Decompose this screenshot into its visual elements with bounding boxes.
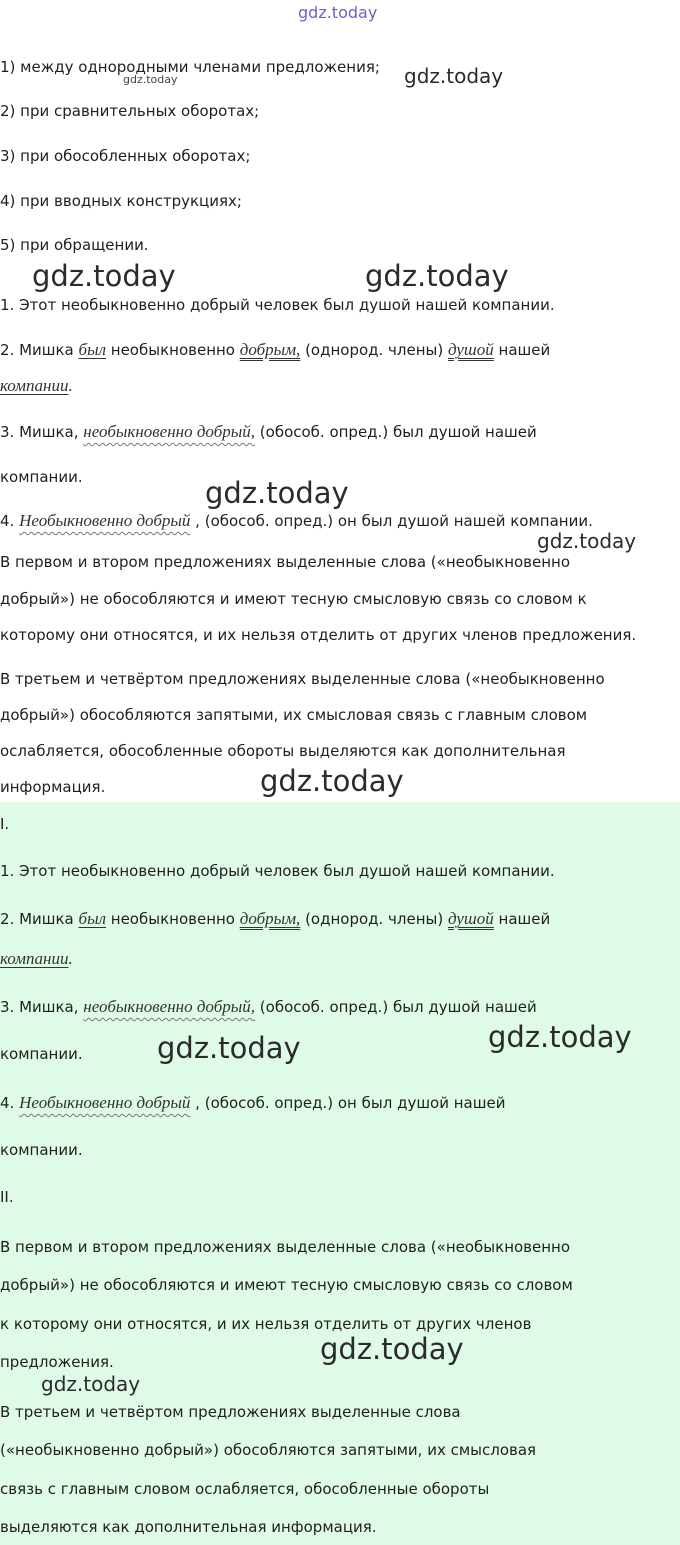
answer-sentence-1: 1. Этот необыкновенно добрый человек был душой нашей компании.	[0, 862, 555, 880]
watermark: gdz.today	[32, 259, 176, 293]
participial-phrase: необыкновенно добрый,	[83, 997, 256, 1016]
participial-phrase: необыкновенно добрый,	[83, 422, 256, 441]
text-fragment: необыкновенно	[106, 341, 240, 359]
watermark: gdz.today	[260, 764, 404, 798]
paragraph-line: В первом и втором предложениях выделенные слова («необыкновенно	[0, 1238, 571, 1256]
predicate-word: добрым,	[239, 340, 301, 359]
complement-word: компании	[0, 949, 69, 968]
rule-item: 3) при обособленных оборотах;	[0, 147, 251, 165]
sentence-number: 4.	[0, 1094, 20, 1112]
punctuation: .	[68, 376, 73, 395]
sentence-number: 2. Мишка	[0, 910, 79, 928]
paragraph-line: связь с главным словом ослабляется, обособленные обороты	[0, 1480, 490, 1498]
watermark: gdz.today	[488, 1020, 632, 1054]
text-fragment: , (обособ. опред.) он был душой нашей	[190, 1094, 506, 1112]
watermark: gdz.today	[404, 64, 504, 88]
text-fragment: (обособ. опред.) был душой нашей	[255, 998, 537, 1016]
section-number-2: II.	[0, 1188, 14, 1206]
paragraph-line: выделяются как дополнительная информация.	[0, 1518, 377, 1536]
text-fragment: (однород. члены)	[300, 910, 449, 928]
text-fragment: , (обособ. опред.) он был душой нашей компании.	[190, 512, 593, 530]
paragraph-line: добрый») не обособляются и имеют тесную смысловую связь со словом к	[0, 590, 587, 608]
predicate-word: душой	[448, 909, 494, 928]
watermark: gdz.today	[365, 259, 509, 293]
sentence-number: 4.	[0, 512, 20, 530]
paragraph-line: В третьем и четвёртом предложениях выделенные слова	[0, 1403, 461, 1421]
paragraph-line: предложения.	[0, 1353, 114, 1371]
watermark: gdz.today	[157, 1031, 301, 1065]
text-fragment: нашей	[493, 910, 551, 928]
watermark: gdz.today	[537, 529, 637, 553]
answer-sentence-2-cont	[0, 949, 73, 969]
sentence-4	[0, 511, 593, 531]
sentence-number: 2. Мишка	[0, 341, 79, 359]
sentence-2-cont	[0, 376, 73, 396]
punctuation: .	[68, 949, 73, 968]
paragraph-line: к которому они относятся, и их нельзя отделить от других членов	[0, 1315, 532, 1333]
paragraph-line: добрый») не обособляются и имеют тесную смысловую связь со словом	[0, 1276, 573, 1294]
watermark: gdz.today	[320, 1332, 464, 1366]
sentence-1: 1. Этот необыкновенно добрый человек был душой нашей компании.	[0, 296, 555, 314]
paragraph-line: добрый») обособляются запятыми, их смысловая связь с главным словом	[0, 706, 588, 724]
paragraph-line: ослабляется, обособленные обороты выделяются как дополнительная	[0, 742, 566, 760]
watermark: gdz.today	[41, 1372, 141, 1396]
answer-sentence-4	[0, 1093, 505, 1113]
predicate-word: был	[78, 909, 106, 928]
answer-sentence-2	[0, 909, 550, 929]
sentence-3	[0, 422, 537, 442]
participial-phrase: Необыкновенно добрый	[19, 511, 191, 530]
complement-word: компании	[0, 376, 69, 395]
paragraph-line: («необыкновенно добрый») обособляются запятыми, их смысловая	[0, 1441, 537, 1459]
text-fragment: нашей	[493, 341, 551, 359]
sentence-number: 3. Мишка,	[0, 423, 84, 441]
section-number-1: I.	[0, 815, 10, 833]
predicate-word: душой	[448, 340, 494, 359]
sentence-number: 3. Мишка,	[0, 998, 84, 1016]
paragraph-line: В первом и втором предложениях выделенные слова («необыкновенно	[0, 553, 571, 571]
rule-item: 1) между однородными членами предложения;	[0, 58, 380, 76]
sentence-2	[0, 340, 550, 360]
text-fragment: (обособ. опред.) был душой нашей	[255, 423, 537, 441]
watermark: gdz.today	[205, 476, 349, 510]
rule-item: 2) при сравнительных оборотах;	[0, 102, 260, 120]
answer-sentence-3	[0, 997, 537, 1017]
participial-phrase: Необыкновенно добрый	[19, 1093, 191, 1112]
text-fragment: (однород. члены)	[300, 341, 449, 359]
predicate-word: был	[78, 340, 106, 359]
paragraph-line: информация.	[0, 778, 106, 796]
rule-item: 5) при обращении.	[0, 236, 149, 254]
rule-item: 4) при вводных конструкциях;	[0, 192, 242, 210]
paragraph-line: В третьем и четвёртом предложениях выделенные слова («необыкновенно	[0, 670, 605, 688]
predicate-word: добрым,	[239, 909, 301, 928]
sentence-3-cont: компании.	[0, 468, 83, 486]
text-fragment: необыкновенно	[106, 910, 240, 928]
answer-sentence-4-cont: компании.	[0, 1141, 83, 1159]
watermark: gdz.today	[123, 73, 178, 86]
paragraph-line: которому они относятся, и их нельзя отделить от других членов предложения.	[0, 626, 637, 644]
watermark: gdz.today	[298, 3, 378, 22]
answer-sentence-3-cont: компании.	[0, 1045, 83, 1063]
